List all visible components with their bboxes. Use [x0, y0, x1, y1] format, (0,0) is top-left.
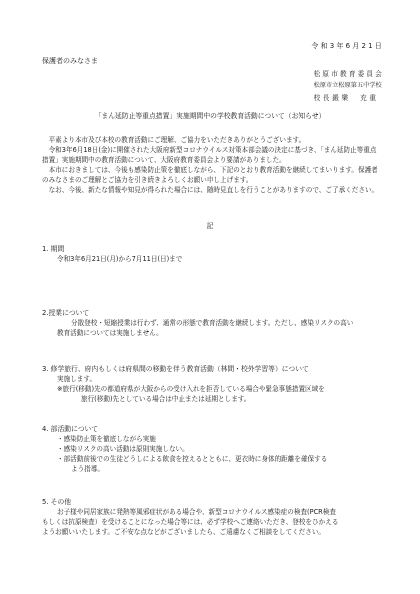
intro-paragraph: なお、今後、新たな情報や知見が得られた場合には、随時見直しを行うことがありますので、ご了承ください。 — [48, 186, 379, 194]
section-line: ようお願いいたします。ご不安な点などがございましたら、ご遠慮なくご相談をしてください。 — [42, 528, 326, 536]
section-classes — [42, 308, 387, 338]
section-heading: 1. 期間 — [42, 245, 65, 253]
section-line: 実施します。 — [57, 375, 97, 383]
section-other — [42, 497, 387, 537]
section-line: よう指導。 — [71, 465, 104, 473]
section-line: 教育活動については実施しません。 — [57, 329, 163, 337]
section-line: 令和3年6月21日(月)から7月11日(日)まで — [57, 255, 183, 263]
section-line: 分散登校・短縮授業は行わず、通常の形態で教育活動を継続します。ただし、感染リスクの高い — [71, 319, 354, 327]
section-heading: 5. その他 — [42, 498, 72, 506]
section-heading: 3. 修学旅行、府内もしくは府県間の移動を伴う教育活動（林間・校外学習等）について — [42, 365, 309, 373]
sender-board: 松原市教育委員会 — [313, 70, 384, 78]
document-title: 「まん延防止等重点措置」実施期間中の学校教育活動について（お知らせ） — [94, 112, 326, 120]
section-period — [42, 244, 387, 264]
section-line: ※旅行(移動)先の都道府県が大阪からの受け入れを拒否している場合や緊急事態措置区域を — [57, 385, 325, 393]
section-club-activities — [42, 424, 387, 474]
intro-paragraph: 本市におきましては、今後も感染防止策を徹底しながら、下記のとおり教育活動を継続してまいります。保護者のみなさまのご理解とご協力を引き続きよろしくお願い申し上げます。 — [42, 166, 378, 184]
document-date: 令和3年6月21日 — [311, 42, 384, 50]
recipient: 保護者のみなさま — [42, 57, 98, 65]
sender-principal: 校長鍛樂 充重 — [313, 94, 379, 102]
section-line: もしくは抗原検査）を受けることになった場合等には、必ず学校へご連絡いただき、登校をひかえる — [42, 518, 339, 526]
sender-block — [314, 68, 384, 104]
section-line: お子様や同居家族に発熱等風邪症状がある場合や、新型コロナウイルス感染症の検査(PCR検査 — [57, 508, 336, 516]
section-trips — [42, 364, 387, 404]
section-line: 旅行(移動)先としている場合は中止または延期とします。 — [81, 395, 251, 403]
ki-heading: 記 — [206, 222, 214, 230]
section-line: ・感染防止策を徹底しながら実施 — [57, 435, 156, 443]
intro-paragraphs — [42, 135, 382, 195]
intro-paragraph: 令和3年6月18日(金)に開催された大阪府新型コロナウイルス対策本部会議の決定に基づき、「まん延防止等重点措置」実施期間中の教育活動について、大阪府教育委員会より要請がありました。 — [42, 146, 377, 164]
section-line: ・感染リスクの高い活動は原則実施しない。 — [57, 445, 189, 453]
intro-paragraph: 平素より本市及び本校の教育活動にご理解、ご協力をいただきありがとうございます。 — [48, 136, 306, 144]
section-line: ・部活動前後での生徒どうしによる飲食を控えるとともに、更衣時に身体的距離を確保する — [57, 455, 328, 463]
section-heading: 2.授業について — [42, 309, 90, 317]
section-heading: 4. 部活動について — [42, 425, 99, 433]
sender-school: 松原市立松原第五中学校 — [313, 82, 382, 89]
